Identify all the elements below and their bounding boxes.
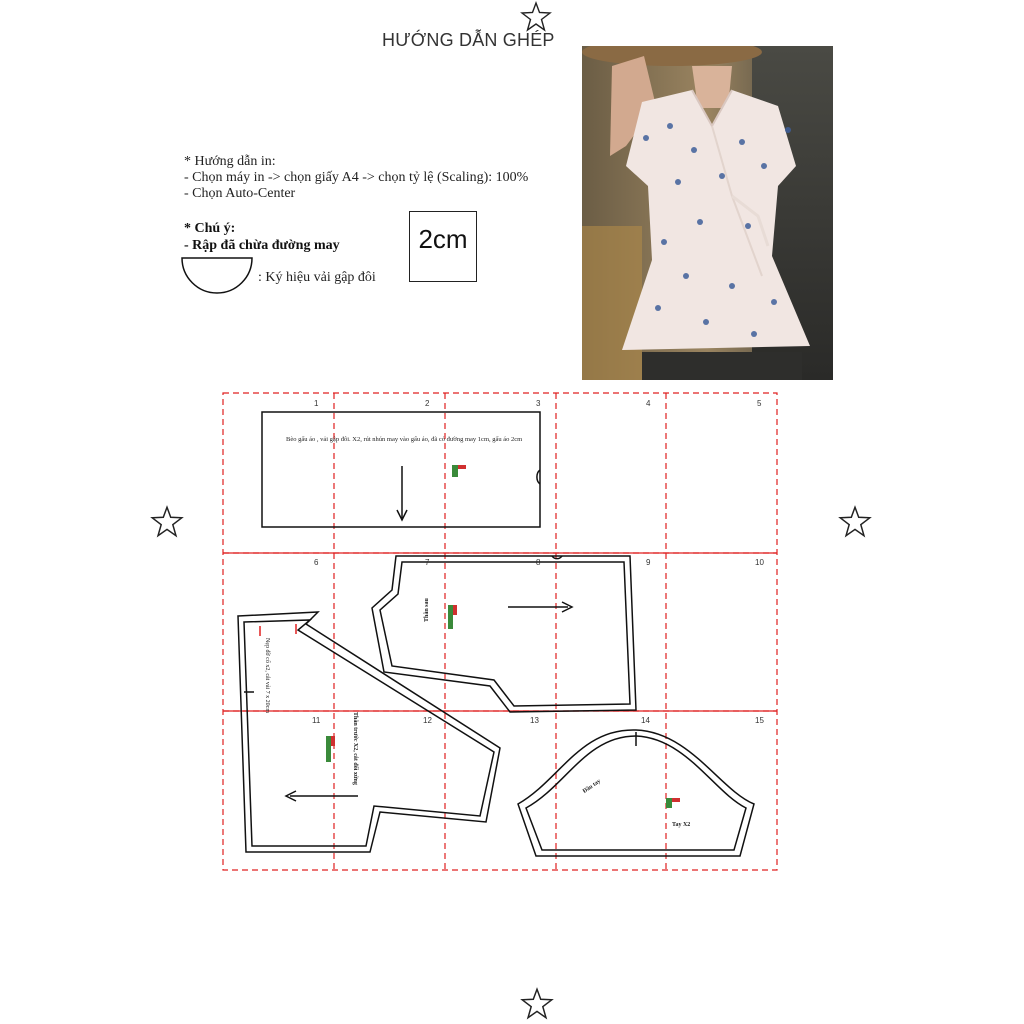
cell-number-4: 4: [646, 399, 651, 408]
sleeve-label: Tay X2: [672, 822, 691, 828]
piece-sleeve: [518, 730, 754, 856]
cell-number-3: 3: [536, 399, 541, 408]
front-side-label: Nẹp đỡ cổ x2, cắt vải 7 x 20cm: [264, 638, 270, 713]
sleeve-top-label: Đầu tay: [582, 778, 602, 795]
fold-symbol-label: : Ký hiệu vải gập đôi: [258, 270, 376, 285]
piece-back: [372, 556, 636, 712]
note-line1: - Rập đã chừa đường may: [184, 238, 340, 253]
piece-front: [238, 612, 500, 852]
cell-number-7: 7: [425, 558, 430, 567]
cell-number-14: 14: [641, 716, 650, 725]
tile-grid: [223, 393, 777, 870]
cell-number-15: 15: [755, 716, 764, 725]
print-instructions-heading: * Hướng dẫn in:: [184, 154, 276, 169]
ruffle-note: Bèo gấu áo , vải gập đôi. X2, rút nhún may vào gấu áo, đã có đường may 1cm, gấu áo 2cm: [286, 436, 523, 443]
page-title: HƯỚNG DẪN GHÉP: [382, 30, 555, 50]
cell-number-5: 5: [757, 399, 762, 408]
back-label: Thân sau: [424, 598, 430, 622]
cell-number-8: 8: [536, 558, 541, 567]
cell-number-13: 13: [530, 716, 539, 725]
piece-ruffle: [262, 412, 540, 527]
cell-number-1: 1: [314, 399, 319, 408]
cell-number-10: 10: [755, 558, 764, 567]
scale-reference-label: 2cm: [418, 224, 468, 254]
cell-number-6: 6: [314, 558, 319, 567]
print-instructions-line1: - Chọn máy in -> chọn giấy A4 -> chọn tỷ lệ (Scaling): 100%: [184, 170, 529, 185]
cell-number-9: 9: [646, 558, 651, 567]
note-heading: * Chú ý:: [184, 221, 236, 236]
cell-number-2: 2: [425, 399, 430, 408]
cell-number-12: 12: [423, 716, 432, 725]
print-instructions-line2: - Chọn Auto-Center: [184, 186, 296, 201]
cell-number-11: 11: [312, 716, 321, 725]
front-label: Thân trước X2, cắt đối xứng: [352, 712, 358, 785]
